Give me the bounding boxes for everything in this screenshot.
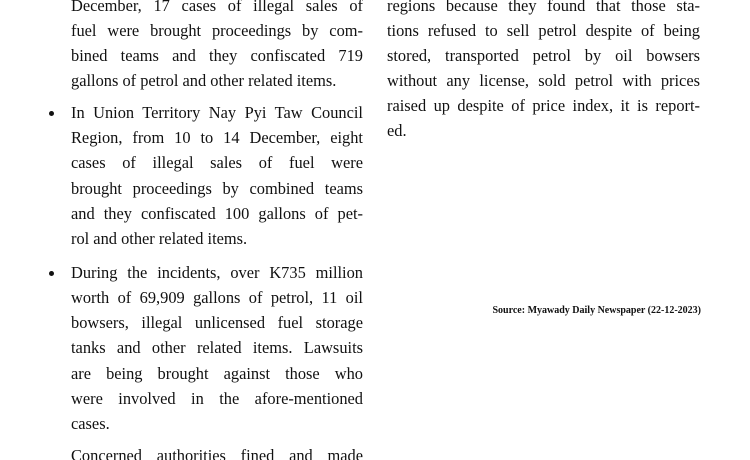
paragraph-line: without any license, sold petrol with prices bbox=[387, 71, 700, 90]
paragraph-line: stored, transported petrol by oil bowsers bbox=[387, 46, 700, 65]
paragraph-line: regions because they found that those sta- bbox=[387, 0, 700, 15]
paragraph-line: tanks and other related items. Lawsuits bbox=[71, 338, 363, 357]
paragraph-line: bowsers, illegal unlicensed fuel storage bbox=[71, 313, 363, 332]
paragraph-line: are being brought against those who bbox=[71, 364, 363, 383]
paragraph-line: brought proceedings by combined teams bbox=[71, 179, 363, 198]
paragraph-line: In Union Territory Nay Pyi Taw Council bbox=[71, 103, 363, 122]
paragraph-line: worth of 69,909 gallons of petrol, 11 oil bbox=[71, 288, 363, 307]
paragraph-line: Region, from 10 to 14 December, eight bbox=[71, 128, 363, 147]
source-citation: Source: Myawady Daily Newspaper (22-12-2023) bbox=[492, 305, 701, 316]
paragraph-line: Concerned authorities fined and made bbox=[71, 446, 363, 460]
paragraph-line: December, 17 cases of illegal sales of bbox=[71, 0, 363, 15]
paragraph-line: During the incidents, over K735 million bbox=[71, 263, 363, 282]
paragraph-line: cases. bbox=[71, 414, 110, 433]
paragraph-line: ed. bbox=[387, 121, 407, 140]
paragraph-line: bined teams and they confiscated 719 bbox=[71, 46, 363, 65]
paragraph-line: were involved in the afore-mentioned bbox=[71, 389, 363, 408]
paragraph-line: and they confiscated 100 gallons of pet- bbox=[71, 204, 363, 223]
paragraph-line: tions refused to sell petrol despite of being bbox=[387, 21, 700, 40]
paragraph-line: fuel were brought proceedings by com- bbox=[71, 21, 363, 40]
paragraph-line: gallons of petrol and other related items. bbox=[71, 71, 337, 90]
paragraph-line: rol and other related items. bbox=[71, 229, 248, 248]
paragraph-line: raised up despite of price index, it is report- bbox=[387, 96, 700, 115]
paragraph-line: cases of illegal sales of fuel were bbox=[71, 153, 363, 172]
